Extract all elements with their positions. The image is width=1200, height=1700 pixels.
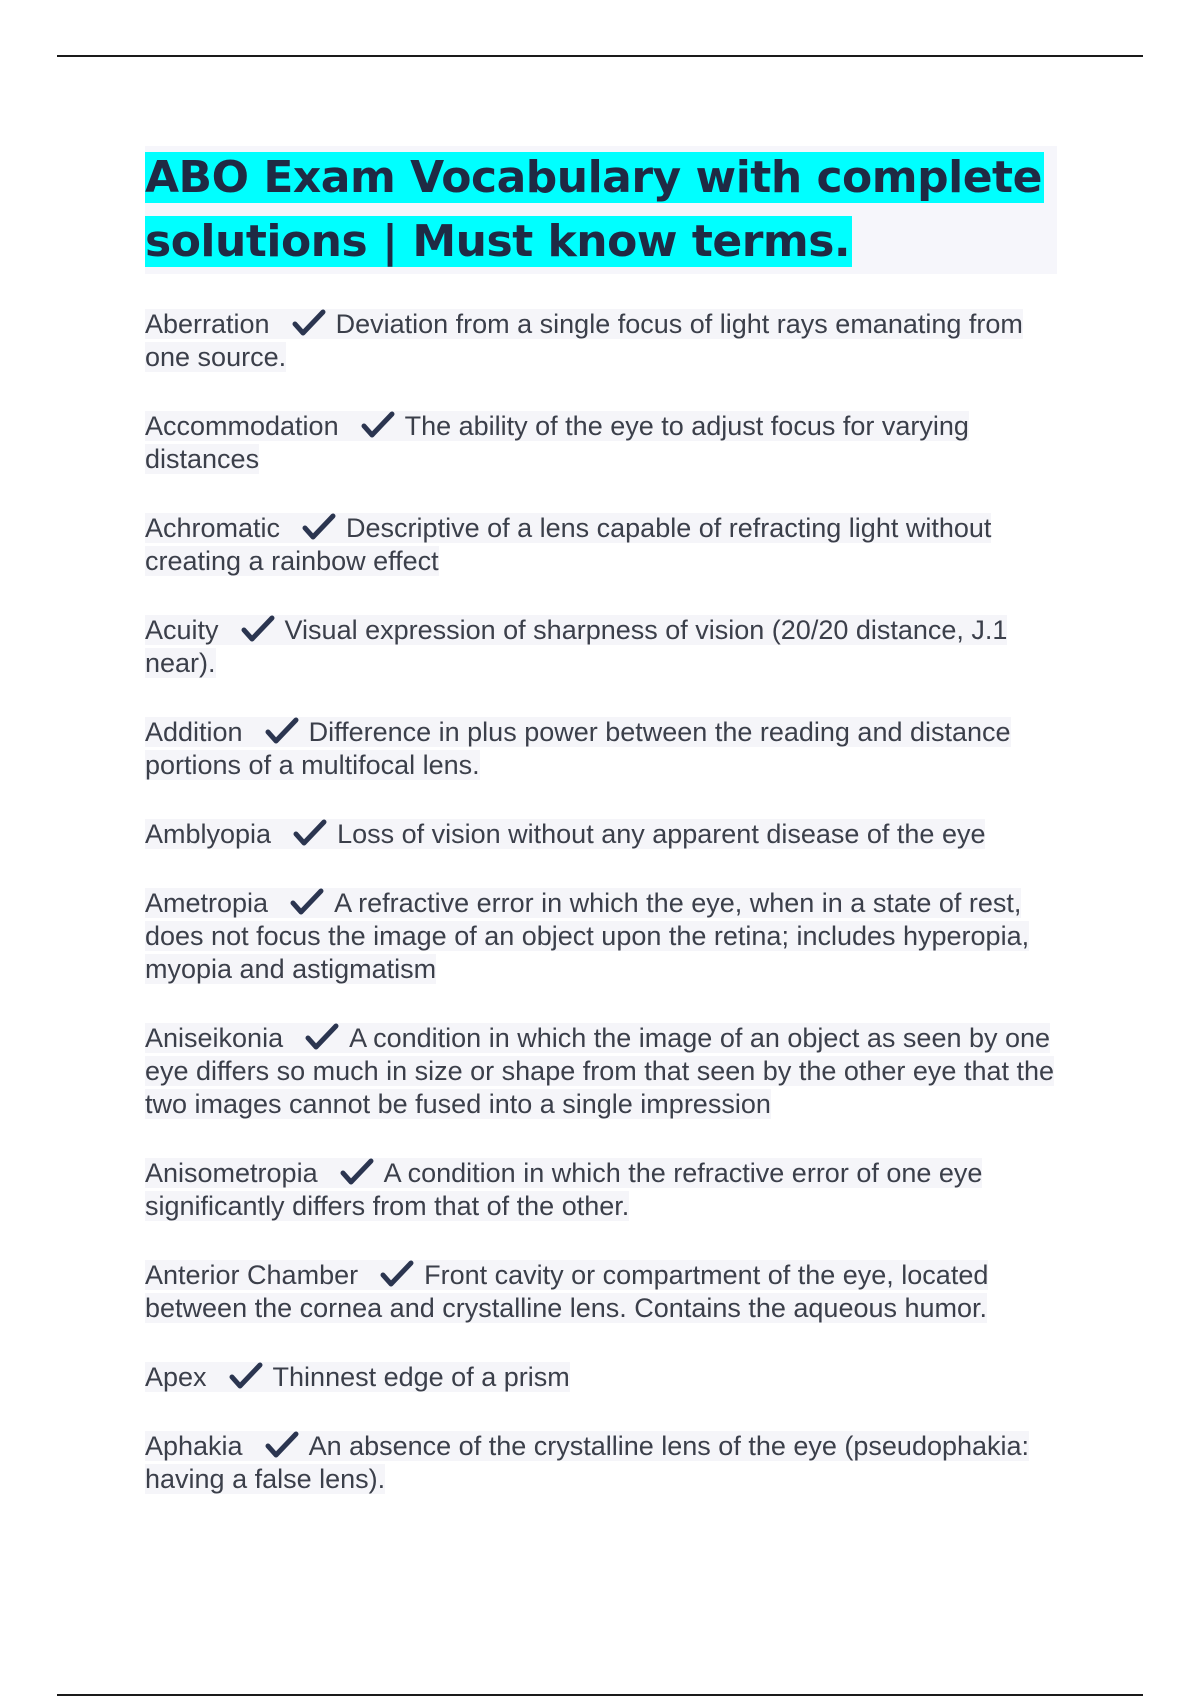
vocab-entry-content (145, 411, 969, 474)
page-title (145, 146, 1057, 274)
vocab-term: Anterior Chamber (145, 1260, 359, 1290)
check-icon (265, 1431, 299, 1459)
vocab-entry (145, 818, 1057, 851)
vocab-entry-content (145, 1158, 982, 1221)
vocab-entry-content (145, 513, 991, 576)
vocab-entry (145, 614, 1057, 680)
bottom-divider (57, 1694, 1143, 1696)
vocab-term: Acuity (145, 615, 219, 645)
vocab-entry-content (145, 888, 1029, 984)
vocab-term: Aberration (145, 309, 270, 339)
page-title-text: ABO Exam Vocabulary with complete solutions | Must know terms. (145, 152, 1042, 267)
check-icon (380, 1260, 414, 1288)
vocab-term: Addition (145, 717, 243, 747)
title-block (145, 146, 1057, 274)
vocab-entry (145, 1430, 1057, 1496)
vocabulary-list (145, 308, 1057, 1532)
vocab-entry-content (145, 1023, 1054, 1119)
check-icon (290, 888, 324, 916)
check-icon (305, 1023, 339, 1051)
check-icon (292, 309, 326, 337)
vocab-definition: The ability of the eye to adjust focus for varying distances (145, 411, 969, 474)
vocab-entry (145, 1259, 1057, 1325)
vocab-entry-content (145, 1362, 570, 1392)
vocab-definition: A refractive error in which the eye, when in a state of rest, does not focus the image of an object upon the retina; includes hyperopia, myopia and astigmatism (145, 888, 1030, 984)
vocab-entry (145, 1022, 1057, 1121)
vocab-entry (145, 716, 1057, 782)
vocab-term: Apex (145, 1362, 207, 1392)
vocab-term: Accommodation (145, 411, 339, 441)
vocab-definition: An absence of the crystalline lens of the eye (pseudophakia: having a false lens). (145, 1431, 1030, 1494)
check-icon (265, 717, 299, 745)
vocab-definition: Visual expression of sharpness of vision (20/20 distance, J.1 near). (145, 615, 1008, 678)
check-icon (340, 1158, 374, 1186)
vocab-term: Achromatic (145, 513, 281, 543)
vocab-entry-content (145, 309, 1023, 372)
check-icon (241, 615, 275, 643)
vocab-definition: Difference in plus power between the reading and distance portions of a multifocal lens. (145, 717, 1011, 780)
vocab-entry (145, 512, 1057, 578)
vocab-definition: Loss of vision without any apparent disease of the eye (337, 819, 986, 849)
vocab-term: Ametropia (145, 888, 269, 918)
vocab-entry (145, 410, 1057, 476)
vocab-definition: Front cavity or compartment of the eye, located between the cornea and crystalline lens. Contains the aqueous humor. (145, 1260, 989, 1323)
vocab-entry (145, 887, 1057, 986)
vocab-definition: Descriptive of a lens capable of refracting light without creating a rainbow effect (145, 513, 992, 576)
vocab-entry-content (145, 1431, 1029, 1494)
vocab-term: Aphakia (145, 1431, 243, 1461)
vocab-entry (145, 1157, 1057, 1223)
vocab-entry-content (145, 819, 985, 849)
vocab-entry (145, 308, 1057, 374)
vocab-term: Amblyopia (145, 819, 272, 849)
vocab-term: Anisometropia (145, 1158, 318, 1188)
vocab-definition: A condition in which the image of an object as seen by one eye differs so much in size or shape from that seen by the other eye that the two images cannot be fused into a single impression (145, 1023, 1055, 1119)
vocab-term: Aniseikonia (145, 1023, 284, 1053)
vocab-definition: A condition in which the refractive error of one eye significantly differs from that of the other. (145, 1158, 983, 1221)
vocab-entry (145, 1361, 1057, 1394)
check-icon (361, 411, 395, 439)
vocab-entry-content (145, 615, 1007, 678)
vocab-entry-content (145, 1260, 988, 1323)
check-icon (302, 513, 336, 541)
check-icon (229, 1362, 263, 1390)
vocab-entry-content (145, 717, 1011, 780)
vocab-definition: Deviation from a single focus of light rays emanating from one source. (145, 309, 1023, 372)
vocab-definition: Thinnest edge of a prism (272, 1362, 570, 1392)
top-divider (57, 55, 1143, 57)
check-icon (293, 819, 327, 847)
